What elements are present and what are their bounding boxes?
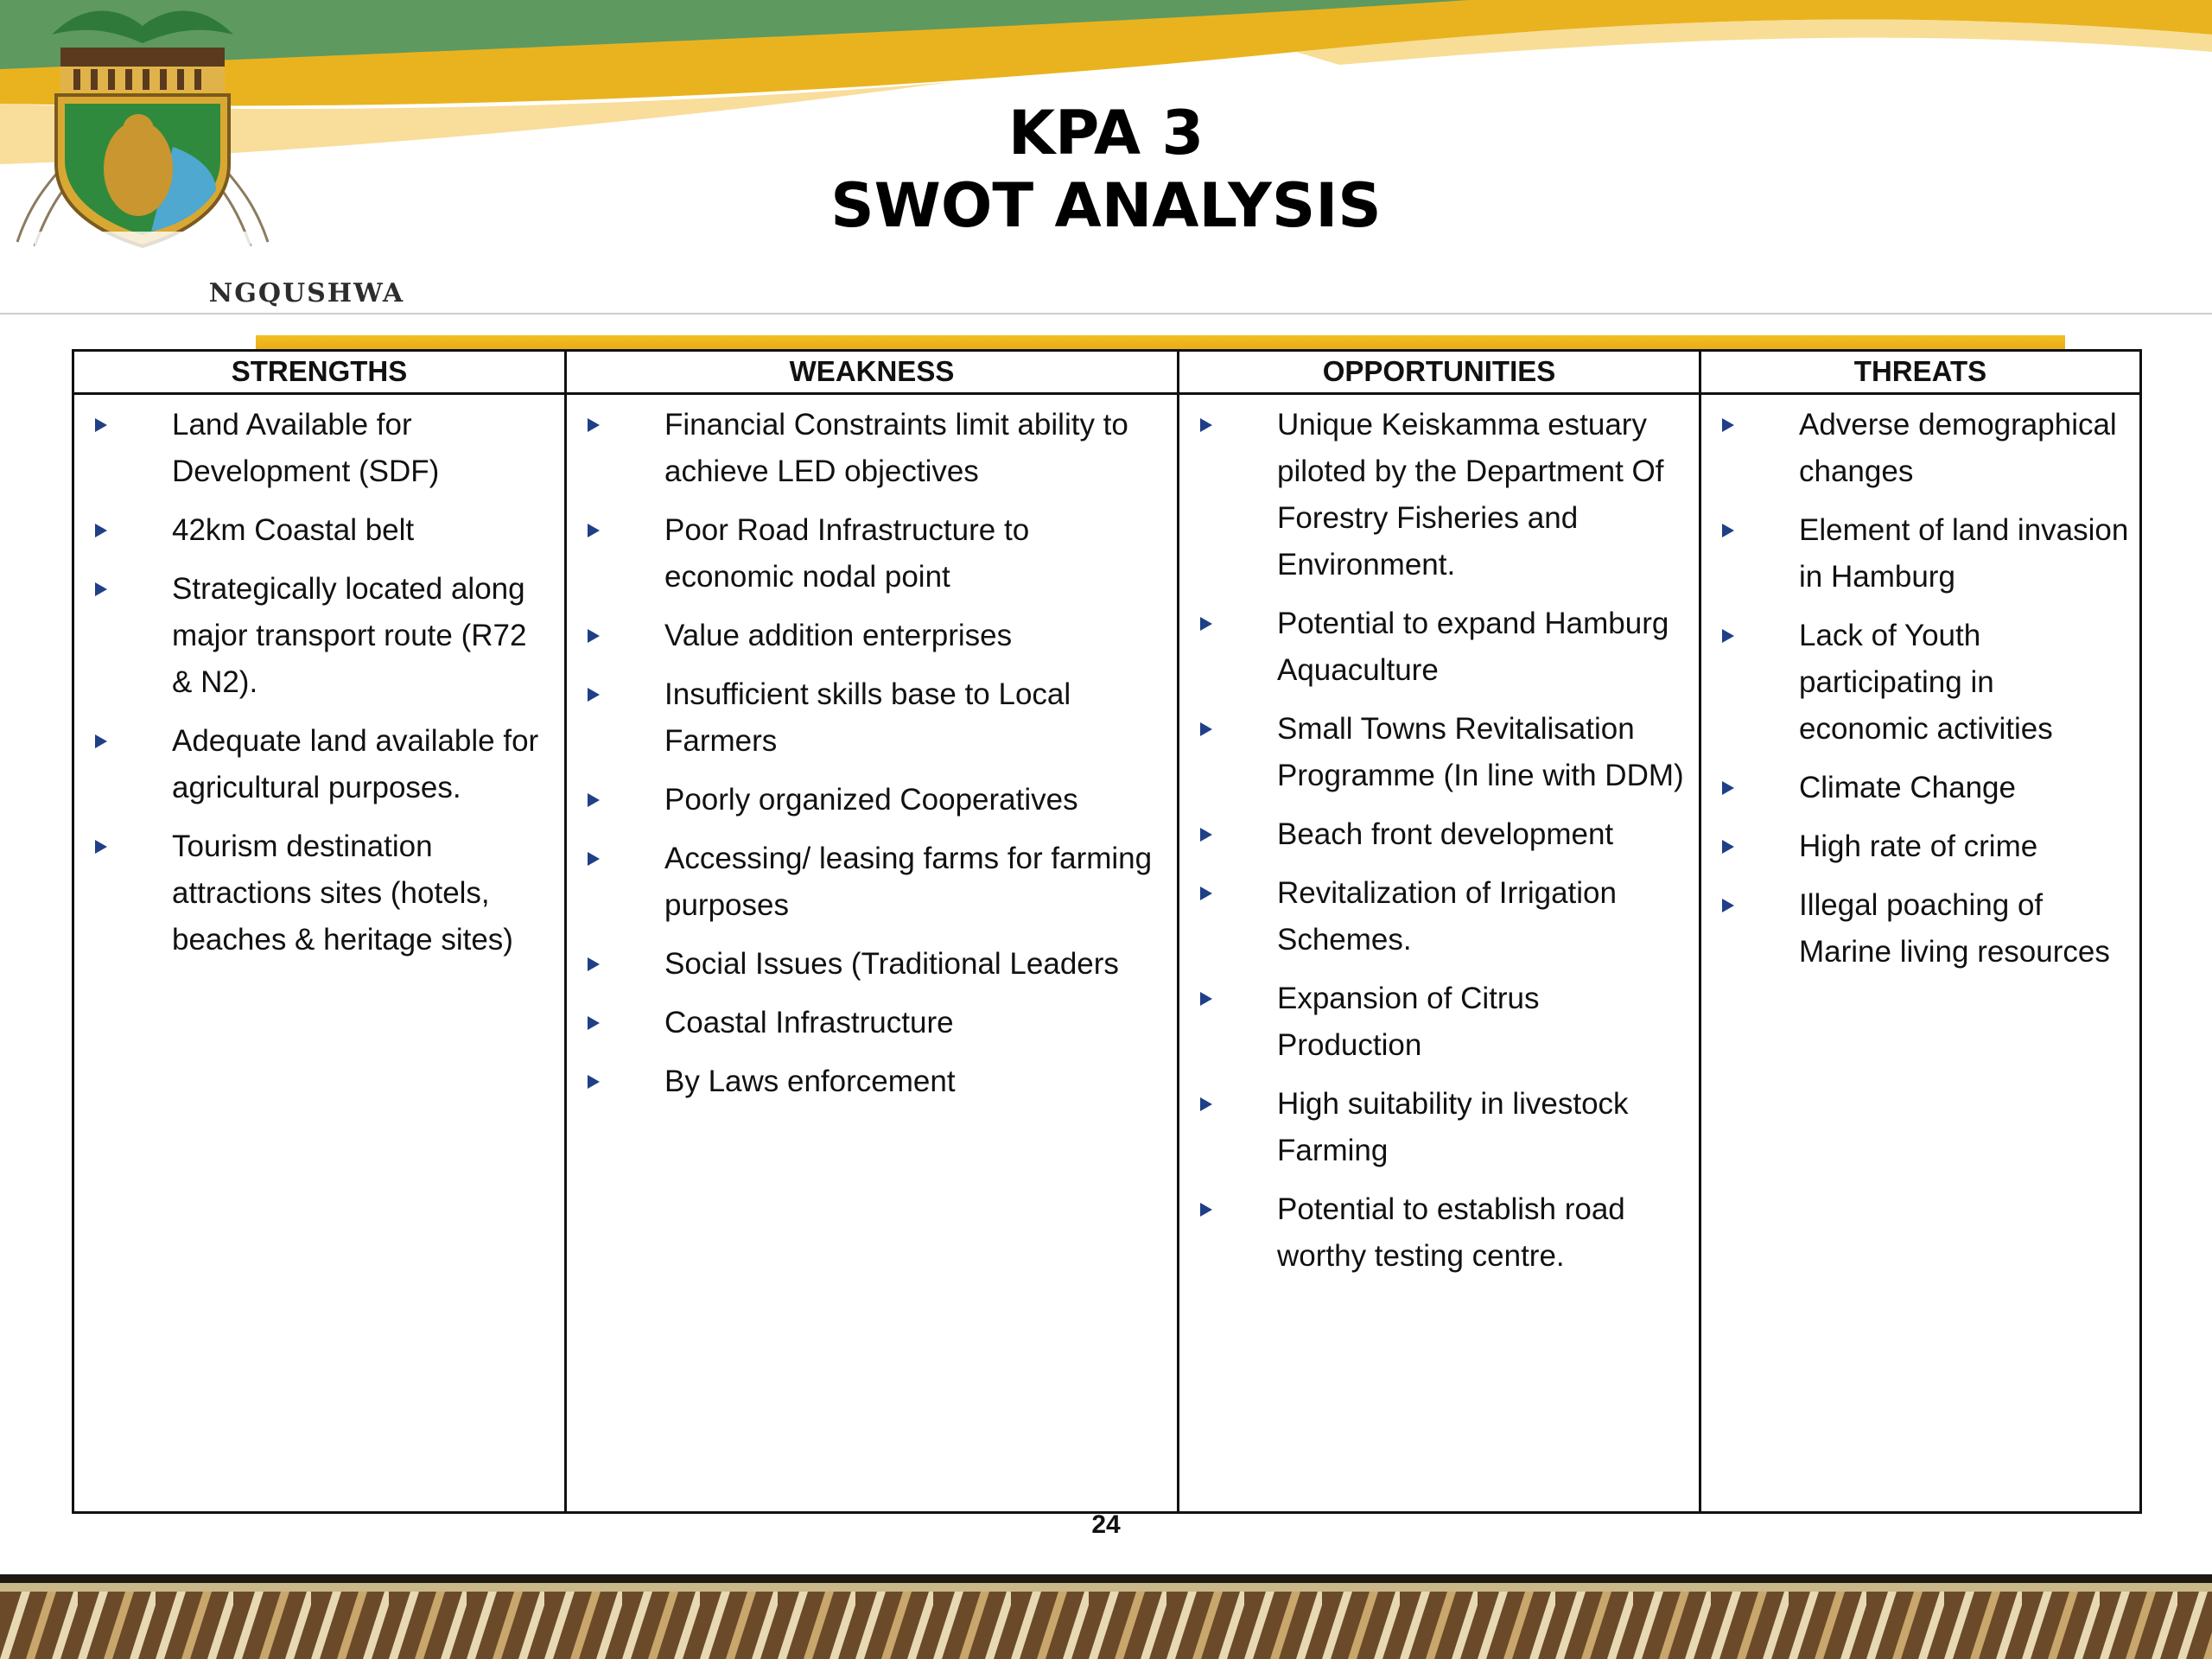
threats-column xyxy=(1701,395,2139,1511)
bullet-icon xyxy=(1722,781,1734,795)
bullet-icon xyxy=(95,734,107,748)
opportunities-column xyxy=(1179,395,1701,1511)
bullet-icon xyxy=(1200,992,1212,1006)
page-number: 24 xyxy=(1091,1510,1121,1539)
list-item: Potential to expand Hamburg Aquaculture xyxy=(1179,601,1699,694)
slide-title xyxy=(0,97,2212,242)
list-item: Coastal Infrastructure xyxy=(567,1000,1177,1046)
footer-pattern xyxy=(0,1574,2212,1659)
list-item: Illegal poaching of Marine living resources xyxy=(1701,882,2139,976)
list-item: 42km Coastal belt xyxy=(74,507,564,554)
swot-table xyxy=(72,349,2142,1514)
strengths-header: STRENGTHS xyxy=(74,352,567,395)
list-item: Small Towns Revitalisation Programme (In line with DDM) xyxy=(1179,706,1699,799)
opportunities-list xyxy=(1179,402,1699,1280)
opportunities-header: OPPORTUNITIES xyxy=(1179,352,1701,395)
bullet-icon xyxy=(588,793,600,807)
threats-list xyxy=(1701,402,2139,976)
bullet-icon xyxy=(1200,1203,1212,1217)
bullet-icon xyxy=(1200,418,1212,432)
bullet-icon xyxy=(1722,840,1734,854)
list-item: Land Available for Development (SDF) xyxy=(74,402,564,495)
logo-text: NGQUSHWA xyxy=(208,278,405,308)
list-item: Value addition enterprises xyxy=(567,613,1177,659)
list-item: Accessing/ leasing farms for farming purposes xyxy=(567,836,1177,929)
bullet-icon xyxy=(1722,524,1734,537)
list-item: Social Issues (Traditional Leaders xyxy=(567,941,1177,988)
list-item: Poor Road Infrastructure to economic nodal point xyxy=(567,507,1177,601)
bullet-icon xyxy=(95,524,107,537)
bullet-icon xyxy=(1200,722,1212,736)
list-item: Lack of Youth participating in economic activities xyxy=(1701,613,2139,753)
bullet-icon xyxy=(95,418,107,432)
list-item: Climate Change xyxy=(1701,765,2139,811)
list-item: High rate of crime xyxy=(1701,823,2139,870)
list-item: Unique Keiskamma estuary piloted by the Department Of Forestry Fisheries and Environment. xyxy=(1179,402,1699,588)
bullet-icon xyxy=(1200,1097,1212,1111)
list-item: High suitability in livestock Farming xyxy=(1179,1081,1699,1174)
bullet-icon xyxy=(588,629,600,643)
bullet-icon xyxy=(588,1075,600,1089)
bullet-icon xyxy=(95,582,107,596)
slide-header xyxy=(0,0,2212,315)
bullet-icon xyxy=(1200,828,1212,842)
list-item: Insufficient skills base to Local Farmers xyxy=(567,671,1177,765)
title-line-2: SWOT ANALYSIS xyxy=(830,170,1382,241)
list-item: By Laws enforcement xyxy=(567,1058,1177,1105)
list-item: Strategically located along major transport route (R72 & N2). xyxy=(74,566,564,706)
strengths-column xyxy=(74,395,567,1511)
bullet-icon xyxy=(588,524,600,537)
bullet-icon xyxy=(1722,899,1734,912)
list-item: Adverse demographical changes xyxy=(1701,402,2139,495)
bullet-icon xyxy=(588,1016,600,1030)
strengths-list xyxy=(74,402,564,963)
bullet-icon xyxy=(588,688,600,702)
list-item: Potential to establish road worthy testing centre. xyxy=(1179,1186,1699,1280)
bullet-icon xyxy=(95,840,107,854)
weakness-list xyxy=(567,402,1177,1105)
bullet-icon xyxy=(1722,418,1734,432)
list-item: Expansion of Citrus Production xyxy=(1179,976,1699,1069)
list-item: Revitalization of Irrigation Schemes. xyxy=(1179,870,1699,963)
list-item: Adequate land available for agricultural purposes. xyxy=(74,718,564,811)
list-item: Beach front development xyxy=(1179,811,1699,858)
bullet-icon xyxy=(588,852,600,866)
bullet-icon xyxy=(1200,887,1212,900)
title-line-1: KPA 3 xyxy=(1007,98,1205,168)
list-item: Tourism destination attractions sites (hotels, beaches & heritage sites) xyxy=(74,823,564,963)
weakness-header: WEAKNESS xyxy=(567,352,1179,395)
list-item: Poorly organized Cooperatives xyxy=(567,777,1177,823)
weakness-column xyxy=(567,395,1179,1511)
list-item: Element of land invasion in Hamburg xyxy=(1701,507,2139,601)
bullet-icon xyxy=(588,418,600,432)
threats-header: THREATS xyxy=(1701,352,2139,395)
bullet-icon xyxy=(1722,629,1734,643)
bullet-icon xyxy=(1200,617,1212,631)
list-item: Financial Constraints limit ability to achieve LED objectives xyxy=(567,402,1177,495)
bullet-icon xyxy=(588,957,600,971)
